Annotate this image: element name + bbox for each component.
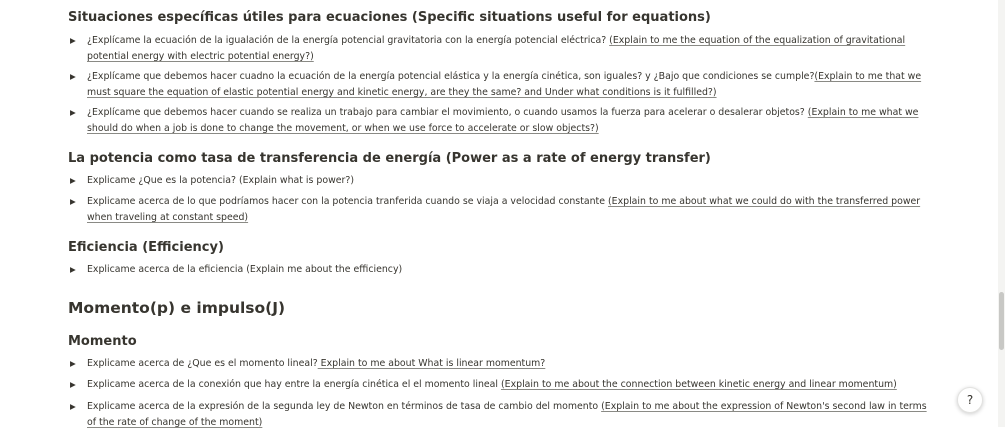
link[interactable]: (Explain to me about the expression of Newton's second law in terms of the rate of change of the moment) [87,401,927,428]
toggle-triangle-icon[interactable]: ▶ [70,176,76,185]
toggle-triangle-icon[interactable]: ▶ [70,402,76,411]
heading-efficiency: Eficiencia (Efficiency) [68,240,224,255]
heading-power: La potencia como tasa de transferencia de energía (Power as a rate of energy transfer) [68,151,711,166]
toggle-triangle-icon[interactable]: ▶ [70,265,76,274]
heading-momentum-impulse: Momento(p) e impulso(J) [68,299,286,317]
link[interactable]: (Explain to me that we must square the equation of elastic potential energy and kinetic energy, are they the same? and Under what conditions is it fulfilled?) [87,71,922,98]
scrollbar[interactable] [998,0,1005,427]
toggle-item[interactable]: ▶ ¿Explícame que debemos hacer cuadno la ecuación de la energía potencial elástica y la energía cinética, son iguales? y ¿Bajo que condiciones se cumple?(Explain to me that we must square the equation of elastic potential energy and kinetic energy, are they the same? and Under what conditions is it fulfilled?) [70,71,922,98]
link[interactable]: (Explain to me about what we could do with the transferred power when traveling at constant speed) [87,196,921,223]
link[interactable]: (Explain to me what we should do when a job is done to change the movement, or when we use force to accelerate or slow objects?) [87,107,919,134]
heading-specific-situations: Situaciones específicas útiles para ecuaciones (Specific situations useful for equations) [68,10,711,25]
link[interactable]: (Explain to me the equation of the equalization of gravitational potential energy with electric potential energy?) [87,35,906,62]
toggle-triangle-icon[interactable]: ▶ [70,36,76,45]
toggle-item[interactable]: ▶ ¿Explícame que debemos hacer cuando se realiza un trabajo para cambiar el movimiento, o cuando usamos la fuerza para acelerar o desalerar objetos? (Explain to me what we should do when a job is done to change the movement, or when we use force to accelerate or slow objects?) [70,107,919,134]
scrollbar-thumb[interactable] [999,292,1004,350]
toggle-triangle-icon[interactable]: ▶ [70,108,76,117]
toggle-item[interactable]: ▶ ¿Explícame la ecuación de la igualación de la energía potencial gravitatoria con la energía potencial eléctrica? (Explain to me the equation of the equalization of gravitational potential energy with electric potential energy?) [70,35,906,62]
toggle-item[interactable]: ▶ Explicame acerca de la conexión que hay entre la energía cinética el el momento lineal (Explain to me about the connection between kinetic energy and linear momentum) [68,377,938,393]
heading-momentum: Momento [68,334,137,349]
toggle-triangle-icon[interactable]: ▶ [70,72,76,81]
toggle-triangle-icon[interactable]: ▶ [70,380,76,389]
toggle-triangle-icon[interactable]: ▶ [70,359,76,368]
toggle-item[interactable]: ▶ Explicame acerca de la expresión de la segunda ley de Newton en términos de tasa de cambio del momento (Explain to me about the expression of Newton's second law in terms of the rate of change of the moment) [70,401,927,428]
toggle-item[interactable]: ▶ Explicame acerca de la eficiencia (Explain me about the efficiency) [68,262,938,278]
help-button[interactable]: ? [957,387,983,413]
toggle-item[interactable]: ▶ Explicame acerca de ¿Que es el momento lineal? Explain to me about What is linear momentum? [68,356,938,372]
toggle-triangle-icon[interactable]: ▶ [70,197,76,206]
toggle-item[interactable]: ▶ Explicame acerca de lo que podríamos hacer con la potencia tranferida cuando se viaja a velocidad constante (Explain to me about what we could do with the transferred power when traveling at constant speed) [70,196,921,223]
toggle-item[interactable]: ▶ Explicame ¿Que es la potencia? (Explain what is power?) [68,173,938,189]
link[interactable]: (Explain to me about the connection between kinetic energy and linear momentum) [500,379,897,390]
link[interactable]: Explain to me about What is linear momentum? [317,358,546,369]
